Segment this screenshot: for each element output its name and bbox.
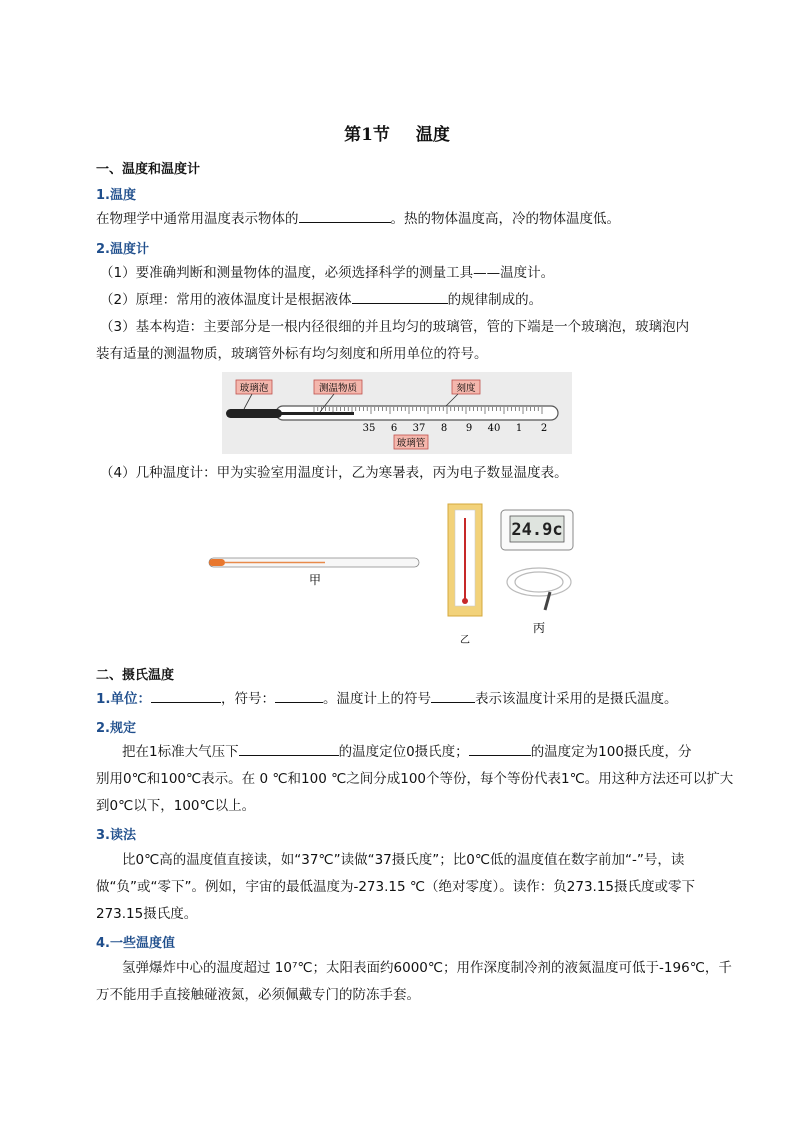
fill-in-blank[interactable]	[239, 742, 339, 756]
page-title	[0, 120, 794, 145]
paragraph-values-line2: 万不能用手直接触碰液氮，必须佩戴专门的防冻手套。	[96, 987, 420, 1003]
scale-number: 1	[515, 423, 523, 434]
label-yi: 乙	[460, 635, 470, 646]
paragraph-reading-line2: 做“负”或“零下”。例如，宇宙的最低温度为-273.15 ℃（绝对零度）。读作：负273.15摄氏度或零下	[96, 879, 696, 895]
paragraph-reading-line3: 273.15摄氏度。	[96, 906, 198, 922]
fill-in-blank[interactable]	[299, 209, 391, 223]
sub-heading-rule: 2.规定	[96, 721, 136, 736]
sub-heading-unit: 1.单位：	[96, 691, 152, 707]
label-bing: 丙	[532, 621, 546, 635]
paragraph-values-line1: 氢弹爆炸中心的温度超过 10⁷℃；太阳表面约6000℃；用作深度制冷剂的液氮温度可低于-196℃，千	[122, 960, 732, 976]
thermometer-types-figure	[205, 500, 595, 650]
label-substance: 测温物质	[318, 383, 358, 394]
wall-thermometer-bulb	[462, 598, 468, 604]
scale-number: 9	[465, 423, 473, 434]
title-topic: 温度	[415, 125, 450, 145]
section1-heading: 一、温度和温度计	[96, 162, 201, 177]
glass-bulb	[226, 409, 282, 418]
label-bulb: 玻璃泡	[239, 383, 269, 394]
scale-number: 37	[412, 423, 426, 434]
fill-in-blank[interactable]	[469, 742, 531, 756]
sub-heading-thermometer: 2.温度计	[96, 242, 149, 257]
digital-probe	[545, 592, 550, 610]
paragraph-rule-line1: 把在1标准大气压下 的温度定位0摄氏度； 的温度定为100摄氏度，分	[122, 744, 692, 760]
fill-in-blank[interactable]	[151, 689, 221, 703]
paragraph-rule-line2: 别用0℃和100℃表示。在 0 ℃和100 ℃之间分成100个等份，每个等份代表1℃。用这种方法还可以扩大	[96, 771, 734, 787]
sub-heading-values: 4.一些温度值	[96, 936, 175, 951]
label-tube: 玻璃管	[396, 438, 426, 449]
sub-heading-temperature: 1.温度	[96, 188, 136, 203]
lab-thermometer-bulb	[209, 559, 225, 566]
paragraph-unit: 1.单位： ，符号： 。温度计上的符号 表示该温度计采用的是摄氏温度。	[96, 691, 678, 707]
scale-number: 6	[390, 423, 398, 434]
paragraph-temperature-definition: 在物理学中通常用温度表示物体的 。热的物体温度高，冷的物体温度低。	[96, 211, 620, 227]
fill-in-blank[interactable]	[431, 689, 475, 703]
digital-probe-cable-inner	[515, 572, 563, 592]
label-jia: 甲	[308, 573, 322, 587]
paragraph-rule-line3: 到0℃以下，100℃以上。	[96, 798, 256, 814]
paragraph-reading-line1: 比0℃高的温度值直接读，如“37℃”读做“37摄氏度”；比0℃低的温度值在数字前加“-”号，读	[122, 852, 685, 868]
liquid-column	[280, 412, 354, 415]
paragraph-item1: （1）要准确判断和测量物体的温度，必须选择科学的测量工具——温度计。	[100, 265, 555, 281]
sub-heading-reading: 3.读法	[96, 828, 136, 843]
title-section-number: 第1节	[344, 125, 390, 145]
scale-number: 40	[487, 423, 501, 434]
fill-in-blank[interactable]	[352, 290, 448, 304]
label-scale: 刻度	[456, 383, 476, 394]
scale-number: 35	[362, 423, 376, 434]
paragraph-item3-line2: 装有适量的测温物质，玻璃管外标有均匀刻度和所用单位的符号。	[96, 346, 488, 362]
scale-number: 8	[440, 423, 448, 434]
paragraph-item3-line1: （3）基本构造：主要部分是一根内径很细的并且均匀的玻璃管，管的下端是一个玻璃泡，玻璃泡内	[100, 319, 690, 335]
fill-in-blank[interactable]	[275, 689, 323, 703]
paragraph-item2: （2）原理：常用的液体温度计是根据液体 的规律制成的。	[100, 292, 543, 308]
digital-reading: 24.9c	[511, 520, 563, 540]
thermometer-structure-figure	[222, 372, 572, 454]
paragraph-item4: （4）几种温度计：甲为实验室用温度计，乙为寒暑表，丙为电子数显温度表。	[100, 465, 568, 481]
scale-number: 2	[540, 423, 548, 434]
section2-heading: 二、摄氏温度	[96, 668, 175, 683]
